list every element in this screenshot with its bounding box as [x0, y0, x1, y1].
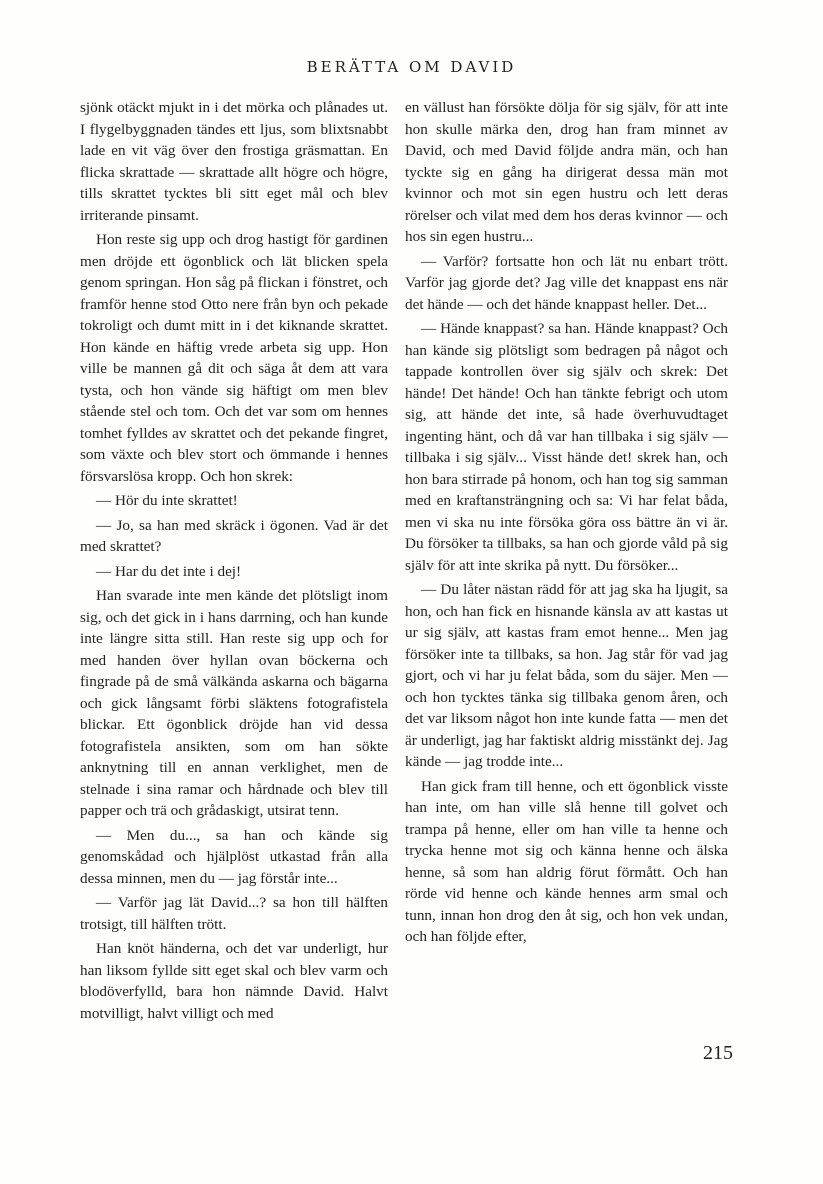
paragraph: en vällust han försökte dölja för sig själv, för att inte hon skulle märka den, drog han fram minnet av David, och med David följde andra män, och han tyckte sig en gång ha dirigerat dessa män mot kvinnor och mot sin egen hustru och lett deras rörelser och vilat med dem hos deras kvinnor — och hos sin egen hustru...	[405, 99, 728, 245]
paragraph: — Har du det inte i dej!	[96, 562, 242, 580]
left-column	[80, 97, 388, 1027]
paragraph: — Men du..., sa han och kände sig genomskådad och hjälplöst utkastad från alla dessa minnen, men du — jag förstår inte...	[80, 826, 388, 887]
paragraph: — Hör du inte skrattet!	[96, 492, 238, 509]
paragraph: — Hände knappast? sa han. Hände knappast? Och han kände sig plötsligt som bedragen på något och tappade kontrollen över sig själv och skrek: Det hände! Det hände! Och han tänkte febrigt och utom sig, att hände det inte, så hade överhuvudtaget ingenting hänt, och då var han tillbaka i sig själv — tillbaka i sig själv... Visst hände det! skrek han, och hon bara stirrade på honom, och han tog sig samman med en kraftansträngning och sa: Vi har felat båda, men vi ska nu inte försöka göra oss bättre än vi är. Du försöker ta tillbaks, sa han och gjorde våld på sig själv för att inte skrika på nytt. Du försöker...	[405, 320, 728, 574]
paragraph: — Jo, sa han med skräck i ögonen. Vad är det med skrattet?	[80, 516, 388, 555]
paragraph: Han gick fram till henne, och ett ögonblick visste han inte, om han ville slå henne till golvet och trampa på henne, eller om han ville ta henne och trycka henne mot sig och känna henne och älska henne, så som han aldrig förut förmått. Och han rörde vid henne och kände hennes arm smal och tunn, innan hon drog den åt sig, och hon vek undan, och han följde efter,	[405, 777, 728, 945]
paragraph: Han knöt händerna, och det var underligt, hur han liksom fyllde sitt eget skal och blev varm och blodöverfylld, bara hon nämnde David. Halvt motvilligt, halvt villigt och med	[80, 940, 388, 1022]
page-number: 215	[703, 1042, 733, 1064]
paragraph: — Du låter nästan rädd för att jag ska ha ljugit, sa hon, och han fick en hisnande känsla av att kastas ut ur sig själv, att kastas fram emot henne... Men jag försöker inte ta tillbaks, sa hon. Jag står för vad jag gjort, och vi har ju felat båda, som du säjer. Men — och hon tycktes tänka sig tillbaka genom åren, och det var liksom något hon inte kunde fatta — men det är underligt, jag har faktiskt aldrig misstänkt dej. Jag kände — jag trodde inte...	[405, 581, 728, 770]
paragraph: Han svarade inte men kände det plötsligt inom sig, och det gick in i hans darrning, och han kunde inte längre sitta still. Han reste sig upp och for med handen över hyllan ovan böckerna och fingrade på de små välkända askarna och bägarna och gick långsamt förbi släktens fotografistela blickar. Ett ögonblick dröjde han vid dessa fotografistela ansikten, som om han sökte anknytning till en annan verklighet, men de stelnade i sina ramar och hårdnade och blev till papper och trä och grådaskigt, utsirat tenn.	[80, 587, 388, 819]
paragraph: — Varför? fortsatte hon och lät nu enbart trött. Varför jag gjorde det? Jag ville det knappast ens när det hände — och det hände knappast heller. Det...	[405, 252, 728, 313]
paragraph: — Varför jag lät David...? sa hon till hälften trotsigt, till hälften trött.	[80, 894, 388, 933]
paragraph: Hon reste sig upp och drog hastigt för gardinen men dröjde ett ögonblick och lät blicken spela genom springan. Hon såg på flickan i fönstret, och framför henne stod Otto nere från byn och pekade tokroligt och dumt mitt in i det kiknande skrattet. Hon kände en häftig vrede arbeta sig upp. Hon ville be mannen gå dit och säga åt dem att vara tysta, och hon vände sig häftigt om men blev stående stel och tom. Och det var som om hennes tomhet fylldes av skrattet och det pekande fingret, som växte och blev stort och ömmande i hennes försvarslösa kropp. Och hon skrek:	[80, 231, 388, 485]
right-column	[405, 97, 728, 951]
paragraph: sjönk otäckt mjukt in i det mörka och plånades ut. I flygelbyggnaden tändes ett ljus, som blixtsnabbt lade en vit väg över den frostiga gräsmattan. En flicka skrattade — skrattade allt högre och högre, tills skrattet tycktes bli sitt eget mål och blev irriterande pinsamt.	[80, 99, 388, 224]
running-header: BERÄTTA OM DAVID	[306, 58, 517, 76]
